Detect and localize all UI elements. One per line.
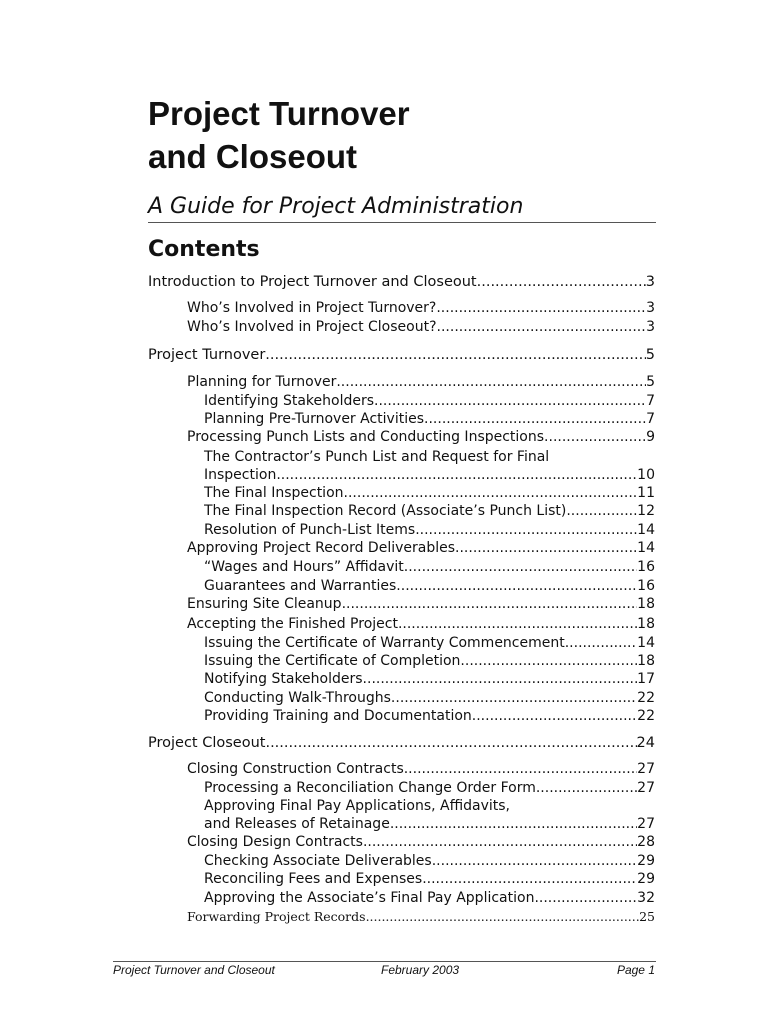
dot-leader (424, 410, 646, 428)
dot-leader (422, 870, 637, 888)
toc-page-number: 24 (636, 735, 655, 751)
dot-leader (342, 595, 638, 613)
dot-leader (265, 734, 636, 752)
toc-entry-accepting-finished-project[interactable] (187, 615, 655, 633)
toc-entry-label: Resolution of Punch-List Items (204, 522, 416, 538)
title-line-1: Project Turnover (148, 95, 410, 132)
title-line-2: and Closeout (148, 138, 358, 175)
toc-entry-forwarding-records[interactable] (187, 908, 655, 926)
toc-entry-approving-associate-pay[interactable] (204, 889, 655, 907)
toc-page-number: 5 (646, 374, 655, 390)
toc-page-number: 22 (637, 690, 655, 706)
toc-entry-whos-involved-closeout[interactable] (187, 318, 655, 336)
toc-page-number: 27 (637, 761, 655, 777)
toc-entry-resolution-punch-list[interactable] (204, 521, 655, 539)
footer-date: February 2003 (381, 963, 460, 977)
toc-entry-label: Approving Project Record Deliverables (187, 540, 456, 556)
toc-page-number: 18 (637, 616, 655, 632)
dot-leader (477, 273, 646, 291)
toc-page-number: 29 (637, 853, 655, 869)
toc-page-number: 9 (646, 429, 655, 445)
toc-entry-closing-construction[interactable] (187, 760, 655, 778)
dot-leader (455, 539, 637, 557)
toc-entry-whos-involved-turnover[interactable] (187, 299, 655, 317)
toc-page-number: 28 (637, 834, 655, 850)
dot-leader (276, 466, 637, 484)
toc-entry-label: Closing Design Contracts (187, 834, 363, 850)
toc-entry-label: Ensuring Site Cleanup (187, 596, 342, 612)
footer-document-title: Project Turnover and Closeout (113, 963, 275, 977)
dot-leader (415, 521, 637, 539)
toc-entry-site-cleanup[interactable] (187, 595, 655, 613)
toc-entry-label: “Wages and Hours” Affidavit (204, 559, 404, 575)
toc-page-number: 29 (637, 871, 655, 887)
toc-entry-training-documentation[interactable] (204, 707, 655, 725)
dot-leader (363, 833, 637, 851)
toc-entry-approving-final-pay-line-1[interactable]: Approving Final Pay Applications, Affidavits, (204, 798, 510, 814)
toc-entry-final-inspection[interactable] (204, 484, 655, 502)
dot-leader (404, 558, 637, 576)
subtitle: A Guide for Project Administration (148, 194, 524, 219)
dot-leader (437, 318, 647, 336)
toc-entry-certificate-warranty[interactable] (204, 634, 655, 652)
toc-entry-guarantees-warranties[interactable] (204, 577, 655, 595)
dot-leader (534, 889, 637, 907)
toc-page-number: 11 (637, 485, 655, 501)
toc-page-number: 22 (637, 708, 655, 724)
toc-entry-label: Checking Associate Deliverables (204, 853, 432, 869)
dot-leader (398, 615, 637, 633)
dot-leader (344, 484, 638, 502)
toc-entry-project-closeout[interactable] (148, 734, 655, 752)
toc-page-number: 18 (637, 653, 655, 669)
dot-leader (374, 392, 646, 410)
toc-entry-label: The Final Inspection Record (Associate’s Punch List) (204, 503, 567, 519)
toc-page-number: 27 (637, 780, 655, 796)
toc-entry-label: Accepting the Finished Project (187, 616, 398, 632)
toc-entry-introduction[interactable] (148, 273, 655, 291)
toc-entry-label: Introduction to Project Turnover and Closeout (148, 274, 477, 290)
dot-leader (544, 428, 646, 446)
toc-page-number: 17 (637, 671, 655, 687)
toc-entry-project-turnover[interactable] (148, 346, 655, 364)
footer-page-number: Page 1 (616, 963, 655, 977)
dot-leader (404, 760, 637, 778)
dot-leader (460, 652, 637, 670)
toc-entry-label: Approving the Associate’s Final Pay Application (204, 890, 535, 906)
toc-page-number: 14 (637, 522, 655, 538)
toc-entry-label: Providing Training and Documentation (204, 708, 472, 724)
toc-entry-closing-design[interactable] (187, 833, 655, 851)
toc-page-number: 14 (637, 635, 655, 651)
toc-entry-certificate-completion[interactable] (204, 652, 655, 670)
toc-entry-label: Forwarding Project Records (187, 909, 366, 924)
toc-entry-planning-pre-turnover[interactable] (204, 410, 655, 428)
toc-entry-identifying-stakeholders[interactable] (204, 392, 655, 410)
toc-entry-label: The Final Inspection (204, 485, 344, 501)
dot-leader (336, 373, 646, 391)
dot-leader (396, 577, 637, 595)
toc-entry-label: Planning for Turnover (187, 374, 337, 390)
toc-entry-label: Project Turnover (148, 347, 266, 363)
toc-page-number: 3 (645, 274, 655, 290)
toc-entry-approving-record-deliverables[interactable] (187, 539, 655, 557)
toc-page-number: 3 (646, 300, 655, 316)
dot-leader (432, 852, 637, 870)
toc-entry-label: Planning Pre-Turnover Activities (204, 411, 425, 427)
toc-page-number: 27 (637, 816, 655, 832)
dot-leader (391, 689, 637, 707)
dot-leader (265, 346, 645, 364)
contents-heading: Contents (148, 237, 260, 262)
toc-entry-label: Issuing the Certificate of Warranty Commencement (204, 635, 565, 651)
toc-page-number: 10 (637, 467, 655, 483)
toc-entry-label: Closing Construction Contracts (187, 761, 404, 777)
toc-entry-checking-associate-deliverables[interactable] (204, 852, 655, 870)
toc-page-number: 25 (639, 909, 655, 924)
toc-page-number: 16 (637, 559, 655, 575)
dot-leader (366, 908, 640, 926)
toc-page-number: 12 (637, 503, 655, 519)
toc-entry-reconciling-fees[interactable] (204, 870, 655, 888)
toc-page-number: 7 (646, 411, 655, 427)
dot-leader (566, 502, 637, 520)
toc-entry-planning-for-turnover[interactable] (187, 373, 655, 391)
toc-entry-processing-punch-lists[interactable] (187, 428, 655, 446)
toc-entry-label: Conducting Walk-Throughs (204, 690, 391, 706)
toc-entry-label: Inspection (204, 467, 277, 483)
toc-entry-notifying-stakeholders[interactable] (204, 670, 655, 688)
dot-leader (472, 707, 637, 725)
toc-entry-label: Project Closeout (148, 735, 266, 751)
toc-entry-label: Issuing the Certificate of Completion (204, 653, 461, 669)
dot-leader (565, 634, 637, 652)
toc-entry-label: Who’s Involved in Project Turnover? (187, 300, 437, 316)
toc-page-number: 5 (645, 347, 655, 363)
toc-page-number: 16 (637, 578, 655, 594)
dot-leader (363, 670, 638, 688)
toc-entry-label: Guarantees and Warranties (204, 578, 397, 594)
toc-page-number: 3 (646, 319, 655, 335)
dot-leader (536, 779, 637, 797)
toc-page-number: 18 (637, 596, 655, 612)
toc-entry-contractor-punch-list[interactable] (204, 466, 655, 484)
toc-entry-walk-throughs[interactable] (204, 689, 655, 707)
toc-entry-label: Reconciling Fees and Expenses (204, 871, 423, 887)
toc-entry-label: Notifying Stakeholders (204, 671, 363, 687)
toc-entry-label: Identifying Stakeholders (204, 393, 375, 409)
dot-leader (436, 299, 646, 317)
toc-page-number: 14 (637, 540, 655, 556)
toc-entry-reconciliation-change-order[interactable] (204, 779, 655, 797)
dot-leader (390, 815, 637, 833)
toc-page-number: 7 (646, 393, 655, 409)
toc-entry-final-inspection-record[interactable] (204, 502, 655, 520)
toc-entry-wages-and-hours[interactable] (204, 558, 655, 576)
toc-entry-label: Processing a Reconciliation Change Order Form (204, 780, 536, 796)
toc-entry-approving-final-pay[interactable] (204, 815, 655, 833)
toc-page-number: 32 (637, 890, 655, 906)
toc-entry-label: Processing Punch Lists and Conducting Inspections (187, 429, 545, 445)
toc-entry-label: and Releases of Retainage (204, 816, 390, 832)
toc-entry-label: Who’s Involved in Project Closeout? (187, 319, 437, 335)
toc-entry-contractor-punch-list-line-1[interactable]: The Contractor’s Punch List and Request for Final (204, 449, 550, 465)
